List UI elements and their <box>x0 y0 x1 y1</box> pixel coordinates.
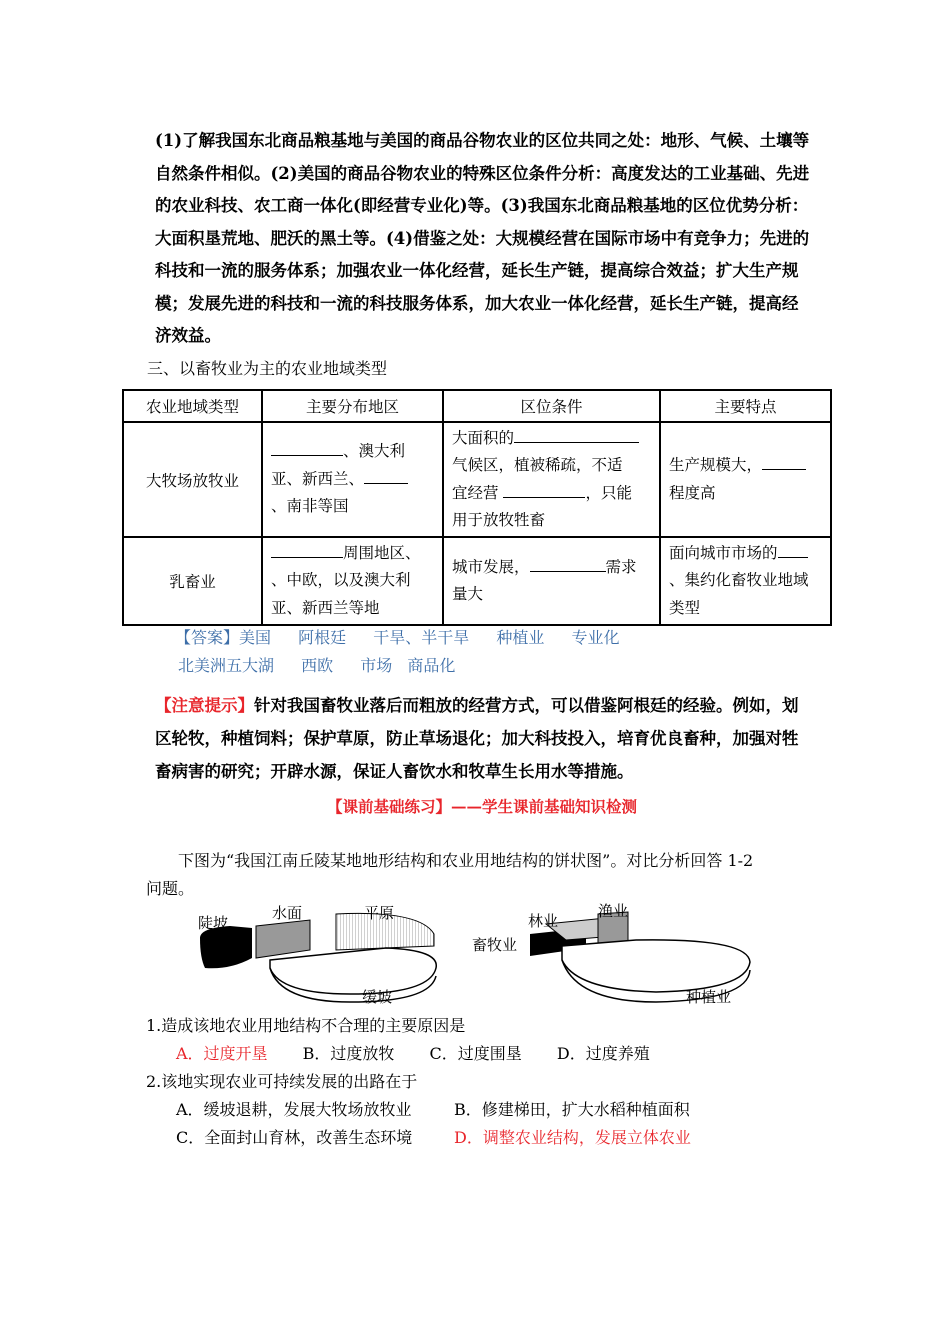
fill-blank <box>530 557 606 572</box>
intro-line: 模；发展先进的科技和一流的科技服务体系，加大农业一体化经营，延长生产链，提高经 <box>155 294 799 313</box>
pie-label: 渔业 <box>598 902 629 920</box>
table-header: 主要分布地区 <box>262 390 443 422</box>
option-c[interactable]: C．过度围垦 <box>429 1044 522 1063</box>
tip-label: 【注意提示】 <box>155 696 254 715</box>
intro-line: 的农业科技、农工商一体化(即经营专业化)等。(3)我国东北商品粮基地的区位优势分析： <box>155 196 809 215</box>
fill-blank <box>514 428 639 443</box>
cell-text: 量大 <box>452 585 484 603</box>
pie-label: 缓坡 <box>362 988 393 1006</box>
tip-text: 针对我国畜牧业落后而粗放的经营方式，可以借鉴阿根廷的经验。例如，划 <box>254 696 799 715</box>
question-stem: 2.该地实现农业可持续发展的出路在于 <box>146 1072 418 1091</box>
cell-text: 、南非等国 <box>271 497 349 516</box>
tip-line: 畜病害的研究；开辟水源，保证人畜饮水和牧草生长用水等措施。 <box>155 762 634 781</box>
answer-item: 种植业 <box>496 628 545 647</box>
question-stem: 1.造成该地农业用地结构不合理的主要原因是 <box>146 1016 466 1035</box>
answer-label: 【答案】 <box>175 628 240 647</box>
answer-line-1 <box>175 625 619 648</box>
pie-label: 平原 <box>364 904 395 922</box>
pie-slice-gentle <box>270 948 436 994</box>
answer-item: 北美洲五大湖 <box>178 656 275 675</box>
option-d[interactable]: D．调整农业结构，发展立体农业 <box>454 1128 691 1147</box>
condition-cell <box>443 537 660 625</box>
answer-item: 西欧 <box>301 656 334 675</box>
condition-cell <box>443 422 660 537</box>
fill-blank <box>271 543 343 558</box>
fill-blank <box>271 441 343 456</box>
cell-text: 面向城市市场的 <box>669 543 778 562</box>
pie-label: 林业 <box>528 912 559 930</box>
intro-line: 大面积垦荒地、肥沃的黑土等。(4)借鉴之处：大规模经营在国际市场中有竞争力；先进的 <box>155 229 810 248</box>
answer-item: 美国 <box>239 628 272 647</box>
fill-blank <box>364 469 408 484</box>
option-b[interactable]: B．修建梯田，扩大水稻种植面积 <box>454 1100 690 1119</box>
cell-text: 需求 <box>605 557 637 576</box>
cell-text: 类型 <box>669 598 701 617</box>
cell-text: 周围地区、 <box>343 543 421 562</box>
table-header: 主要特点 <box>660 390 831 422</box>
table-row <box>123 537 831 625</box>
practice-title: 【课前基础练习】——学生课前基础知识检测 <box>327 797 638 816</box>
livestock-table <box>122 389 832 626</box>
intro-line: 济效益。 <box>155 326 221 345</box>
type-cell: 大牧场放牧业 <box>123 422 262 537</box>
cell-text: 用于放牧牲畜 <box>452 511 546 529</box>
fill-blank <box>778 543 808 558</box>
cell-text: 气候区，植被稀疏，不适 <box>452 456 623 474</box>
intro-line: (1)了解我国东北商品粮基地与美国的商品谷物农业的区位共同之处：地形、气候、土壤等 <box>155 131 810 150</box>
tip-line <box>155 690 799 723</box>
region-cell <box>262 537 443 625</box>
cell-text: 、澳大利 <box>343 442 406 461</box>
pie-slice-crop <box>562 940 750 992</box>
cell-text: 程度高 <box>669 483 716 502</box>
feature-cell <box>660 537 831 625</box>
option-c[interactable]: C．全面封山育林，改善生态环境 <box>176 1128 413 1147</box>
tip-line: 区轮牧，种植饲料；保护草原，防止草场退化；加大科技投入，培育优良畜种，加强对牲 <box>155 729 799 748</box>
table-header-row <box>123 390 831 422</box>
question-intro-line: 下图为“我国江南丘陵某地地形结构和农业用地结构的饼状图”。对比分析回答 1-2 <box>178 851 754 870</box>
pie-label: 种植业 <box>686 988 732 1006</box>
landuse-pie-chart <box>466 898 766 1008</box>
cell-text: 、集约化畜牧业地域 <box>669 571 809 590</box>
intro-line: 自然条件相似。(2)美国的商品谷物农业的特殊区位条件分析：高度发达的工业基础、先进 <box>155 164 810 183</box>
answer-item: 专业化 <box>571 628 620 647</box>
cell-text: 宜经营 <box>452 483 499 502</box>
question-intro-line: 问题。 <box>146 879 195 898</box>
pie-slice-steep <box>200 926 252 968</box>
intro-line: 科技和一流的服务体系；加强农业一体化经营，延长生产链，提高综合效益；扩大生产规 <box>155 261 799 280</box>
answer-item: 阿根廷 <box>298 628 347 647</box>
question-options <box>176 1041 650 1064</box>
pie-label: 畜牧业 <box>472 936 518 954</box>
cell-text: 大面积的 <box>452 428 515 447</box>
table-row <box>123 422 831 537</box>
pie-label: 水面 <box>272 904 303 922</box>
option-b[interactable]: B．过度放牧 <box>302 1044 395 1063</box>
pie-slice-water <box>256 920 310 958</box>
option-a[interactable]: A．缓坡退耕，发展大牧场放牧业 <box>176 1100 412 1119</box>
section-heading: 三、以畜牧业为主的农业地域类型 <box>147 359 388 378</box>
answer-item: 市场 <box>360 656 393 675</box>
cell-text: 、中欧，以及澳大利 <box>271 571 411 590</box>
fill-blank <box>503 483 585 498</box>
terrain-pie-chart <box>190 898 450 1008</box>
fill-blank <box>762 455 806 470</box>
option-d[interactable]: D．过度养殖 <box>556 1044 650 1063</box>
cell-text: ，只能 <box>585 483 632 502</box>
answer-item: 商品化 <box>407 656 456 675</box>
cell-text: 亚、新西兰、 <box>271 469 365 488</box>
answer-item: 干旱、半干旱 <box>373 628 470 647</box>
feature-cell <box>660 422 831 537</box>
answer-line-2 <box>178 653 455 676</box>
table-header: 区位条件 <box>443 390 660 422</box>
cell-text: 城市发展， <box>452 557 530 576</box>
cell-text: 亚、新西兰等地 <box>271 598 380 617</box>
table-header: 农业地域类型 <box>123 390 262 422</box>
option-a[interactable]: A．过度开垦 <box>176 1044 268 1063</box>
pie-label: 陡坡 <box>198 914 229 932</box>
cell-text: 生产规模大， <box>669 456 763 474</box>
type-cell: 乳畜业 <box>123 537 262 625</box>
region-cell <box>262 422 443 537</box>
